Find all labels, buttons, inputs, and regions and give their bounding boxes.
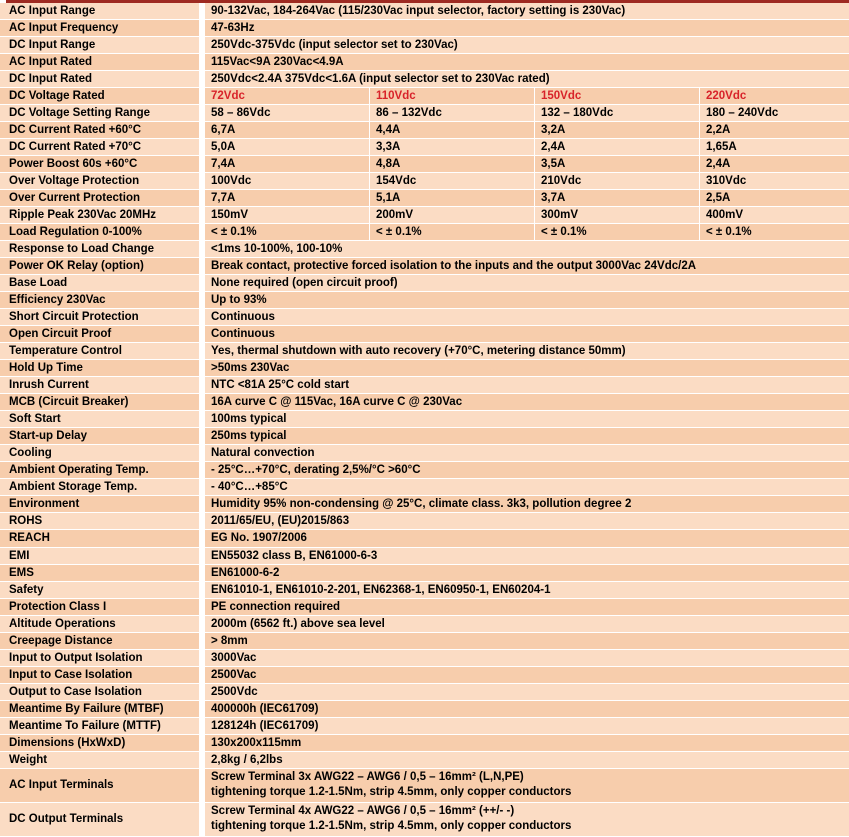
table-row bbox=[0, 207, 849, 224]
spec-label: REACH bbox=[0, 530, 205, 547]
spec-value: 1,65A bbox=[700, 139, 849, 156]
spec-value: Humidity 95% non-condensing @ 25°C, climate class. 3k3, pollution degree 2 bbox=[205, 496, 849, 513]
table-row bbox=[0, 718, 849, 735]
spec-value: 250Vdc-375Vdc (input selector set to 230Vac) bbox=[205, 37, 849, 54]
spec-label: DC Output Terminals bbox=[0, 803, 205, 837]
spec-label: Input to Output Isolation bbox=[0, 650, 205, 667]
table-row bbox=[0, 71, 849, 88]
spec-value: 3,5A bbox=[535, 156, 700, 173]
table-row bbox=[0, 122, 849, 139]
spec-value: 200mV bbox=[370, 207, 535, 224]
spec-value-highlight: 72Vdc bbox=[205, 88, 370, 105]
spec-value: <1ms 10-100%, 100-10% bbox=[205, 241, 849, 258]
spec-value: 2,2A bbox=[700, 122, 849, 139]
spec-value: 250ms typical bbox=[205, 428, 849, 445]
table-row bbox=[0, 650, 849, 667]
spec-value-highlight: 110Vdc bbox=[370, 88, 535, 105]
table-row bbox=[0, 803, 849, 837]
table-row bbox=[0, 445, 849, 462]
spec-label: Meantime To Failure (MTTF) bbox=[0, 718, 205, 735]
spec-value: < ± 0.1% bbox=[370, 224, 535, 241]
spec-label: Response to Load Change bbox=[0, 241, 205, 258]
spec-value: 130x200x115mm bbox=[205, 735, 849, 752]
table-row bbox=[0, 513, 849, 530]
spec-value: < ± 0.1% bbox=[535, 224, 700, 241]
spec-value: >50ms 230Vac bbox=[205, 360, 849, 377]
table-row bbox=[0, 190, 849, 207]
spec-label: DC Current Rated +70°C bbox=[0, 139, 205, 156]
table-row bbox=[0, 769, 849, 803]
spec-value: 154Vdc bbox=[370, 173, 535, 190]
spec-value: 100Vdc bbox=[205, 173, 370, 190]
spec-value: 58 – 86Vdc bbox=[205, 105, 370, 122]
spec-label: Power OK Relay (option) bbox=[0, 258, 205, 275]
table-row bbox=[0, 37, 849, 54]
spec-value: 128124h (IEC61709) bbox=[205, 718, 849, 735]
table-row bbox=[0, 156, 849, 173]
spec-value: 132 – 180Vdc bbox=[535, 105, 700, 122]
spec-label: Altitude Operations bbox=[0, 616, 205, 633]
spec-label: Dimensions (HxWxD) bbox=[0, 735, 205, 752]
spec-value: Up to 93% bbox=[205, 292, 849, 309]
spec-label: Cooling bbox=[0, 445, 205, 462]
table-row bbox=[0, 667, 849, 684]
spec-value-line-1: Screw Terminal 3x AWG22 – AWG6 / 0,5 – 16mm² (L,N,PE) bbox=[211, 771, 524, 784]
spec-value-multiline bbox=[205, 769, 849, 803]
spec-value: 2,5A bbox=[700, 190, 849, 207]
spec-label: Ambient Operating Temp. bbox=[0, 462, 205, 479]
spec-value: 300mV bbox=[535, 207, 700, 224]
spec-value: 400000h (IEC61709) bbox=[205, 701, 849, 718]
spec-label: Open Circuit Proof bbox=[0, 326, 205, 343]
spec-value: 3,3A bbox=[370, 139, 535, 156]
spec-value: 2011/65/EU, (EU)2015/863 bbox=[205, 513, 849, 530]
table-row bbox=[0, 530, 849, 547]
spec-label: Power Boost 60s +60°C bbox=[0, 156, 205, 173]
spec-value: 2,8kg / 6,2lbs bbox=[205, 752, 849, 769]
spec-value: 86 – 132Vdc bbox=[370, 105, 535, 122]
table-row bbox=[0, 428, 849, 445]
spec-label: AC Input Terminals bbox=[0, 769, 205, 803]
table-row bbox=[0, 173, 849, 190]
spec-value: Continuous bbox=[205, 309, 849, 326]
spec-value: 3,2A bbox=[535, 122, 700, 139]
table-row bbox=[0, 258, 849, 275]
spec-value: 5,0A bbox=[205, 139, 370, 156]
spec-value-line-1: Screw Terminal 4x AWG22 – AWG6 / 0,5 – 16mm² (++/- -) bbox=[211, 805, 515, 818]
table-row bbox=[0, 343, 849, 360]
spec-label: DC Voltage Rated bbox=[0, 88, 205, 105]
spec-label: Weight bbox=[0, 752, 205, 769]
spec-value: 2500Vac bbox=[205, 667, 849, 684]
spec-label: ROHS bbox=[0, 513, 205, 530]
spec-label: Hold Up Time bbox=[0, 360, 205, 377]
spec-value: Yes, thermal shutdown with auto recovery (+70°C, metering distance 50mm) bbox=[205, 343, 849, 360]
table-row bbox=[0, 88, 849, 105]
spec-value-multiline bbox=[205, 803, 849, 837]
spec-label: DC Input Rated bbox=[0, 71, 205, 88]
table-row bbox=[0, 548, 849, 565]
spec-label: EMS bbox=[0, 565, 205, 582]
spec-label: AC Input Frequency bbox=[0, 20, 205, 37]
table-row bbox=[0, 462, 849, 479]
spec-label: Inrush Current bbox=[0, 377, 205, 394]
table-row bbox=[0, 20, 849, 37]
table-row bbox=[0, 224, 849, 241]
spec-label: AC Input Rated bbox=[0, 54, 205, 71]
spec-label: DC Input Range bbox=[0, 37, 205, 54]
spec-label: Over Current Protection bbox=[0, 190, 205, 207]
spec-value: 2000m (6562 ft.) above sea level bbox=[205, 616, 849, 633]
spec-value: 4,8A bbox=[370, 156, 535, 173]
spec-value: PE connection required bbox=[205, 599, 849, 616]
spec-label: AC Input Range bbox=[0, 3, 205, 20]
spec-value-line-2: tightening torque 1.2-1.5Nm, strip 4.5mm, only copper conductors bbox=[211, 820, 572, 833]
spec-label: Input to Case Isolation bbox=[0, 667, 205, 684]
table-row bbox=[0, 496, 849, 513]
table-row bbox=[0, 275, 849, 292]
spec-label: Short Circuit Protection bbox=[0, 309, 205, 326]
spec-value: < ± 0.1% bbox=[700, 224, 849, 241]
spec-label: Safety bbox=[0, 582, 205, 599]
table-row bbox=[0, 684, 849, 701]
table-row bbox=[0, 633, 849, 650]
table-row bbox=[0, 326, 849, 343]
spec-label: MCB (Circuit Breaker) bbox=[0, 394, 205, 411]
table-row bbox=[0, 479, 849, 496]
table-row bbox=[0, 582, 849, 599]
specification-table bbox=[0, 3, 849, 837]
spec-value: 310Vdc bbox=[700, 173, 849, 190]
table-row bbox=[0, 394, 849, 411]
spec-label: EMI bbox=[0, 548, 205, 565]
spec-label: Load Regulation 0-100% bbox=[0, 224, 205, 241]
table-row bbox=[0, 292, 849, 309]
spec-value: 2,4A bbox=[700, 156, 849, 173]
spec-label: Efficiency 230Vac bbox=[0, 292, 205, 309]
spec-label: Output to Case Isolation bbox=[0, 684, 205, 701]
spec-label: Temperature Control bbox=[0, 343, 205, 360]
spec-value: - 40°C…+85°C bbox=[205, 479, 849, 496]
table-row bbox=[0, 3, 849, 20]
spec-value: 3,7A bbox=[535, 190, 700, 207]
spec-value: 400mV bbox=[700, 207, 849, 224]
spec-value: 100ms typical bbox=[205, 411, 849, 428]
spec-label: Ripple Peak 230Vac 20MHz bbox=[0, 207, 205, 224]
spec-label: Base Load bbox=[0, 275, 205, 292]
table-row bbox=[0, 360, 849, 377]
spec-label: Start-up Delay bbox=[0, 428, 205, 445]
spec-value-highlight: 150Vdc bbox=[535, 88, 700, 105]
spec-value: EN61010-1, EN61010-2-201, EN62368-1, EN60950-1, EN60204-1 bbox=[205, 582, 849, 599]
spec-value: 250Vdc<2.4A 375Vdc<1.6A (input selector set to 230Vac rated) bbox=[205, 71, 849, 88]
spec-value: < ± 0.1% bbox=[205, 224, 370, 241]
spec-value: > 8mm bbox=[205, 633, 849, 650]
spec-value: 2500Vdc bbox=[205, 684, 849, 701]
spec-value: 5,1A bbox=[370, 190, 535, 207]
spec-value: 4,4A bbox=[370, 122, 535, 139]
spec-label: Environment bbox=[0, 496, 205, 513]
spec-label: Ambient Storage Temp. bbox=[0, 479, 205, 496]
spec-label: Protection Class I bbox=[0, 599, 205, 616]
table-row bbox=[0, 309, 849, 326]
spec-label: Over Voltage Protection bbox=[0, 173, 205, 190]
table-row bbox=[0, 752, 849, 769]
spec-label: DC Voltage Setting Range bbox=[0, 105, 205, 122]
spec-value: EN61000-6-2 bbox=[205, 565, 849, 582]
spec-value: 47-63Hz bbox=[205, 20, 849, 37]
table-row bbox=[0, 411, 849, 428]
spec-value: 2,4A bbox=[535, 139, 700, 156]
spec-value: 16A curve C @ 115Vac, 16A curve C @ 230Vac bbox=[205, 394, 849, 411]
spec-value: NTC <81A 25°C cold start bbox=[205, 377, 849, 394]
spec-value: 150mV bbox=[205, 207, 370, 224]
spec-value: 6,7A bbox=[205, 122, 370, 139]
spec-label: DC Current Rated +60°C bbox=[0, 122, 205, 139]
spec-value: 7,4A bbox=[205, 156, 370, 173]
table-row bbox=[0, 565, 849, 582]
spec-value: Natural convection bbox=[205, 445, 849, 462]
table-row bbox=[0, 701, 849, 718]
table-row bbox=[0, 139, 849, 156]
spec-value-line-2: tightening torque 1.2-1.5Nm, strip 4.5mm, only copper conductors bbox=[211, 786, 572, 799]
table-row bbox=[0, 54, 849, 71]
table-row bbox=[0, 616, 849, 633]
spec-value: None required (open circuit proof) bbox=[205, 275, 849, 292]
spec-value: Continuous bbox=[205, 326, 849, 343]
spec-value: 210Vdc bbox=[535, 173, 700, 190]
spec-value-highlight: 220Vdc bbox=[700, 88, 849, 105]
spec-value: EN55032 class B, EN61000-6-3 bbox=[205, 548, 849, 565]
table-row bbox=[0, 599, 849, 616]
table-row bbox=[0, 241, 849, 258]
spec-label: Meantime By Failure (MTBF) bbox=[0, 701, 205, 718]
spec-value: Break contact, protective forced isolation to the inputs and the output 3000Vac 24Vdc/2A bbox=[205, 258, 849, 275]
spec-value: 7,7A bbox=[205, 190, 370, 207]
spec-value: 90-132Vac, 184-264Vac (115/230Vac input selector, factory setting is 230Vac) bbox=[205, 3, 849, 20]
spec-value: EG No. 1907/2006 bbox=[205, 530, 849, 547]
spec-label: Creepage Distance bbox=[0, 633, 205, 650]
spec-value: 115Vac<9A 230Vac<4.9A bbox=[205, 54, 849, 71]
spec-value: 3000Vac bbox=[205, 650, 849, 667]
table-row bbox=[0, 377, 849, 394]
spec-value: - 25°C…+70°C, derating 2,5%/°C >60°C bbox=[205, 462, 849, 479]
table-row bbox=[0, 735, 849, 752]
spec-value: 180 – 240Vdc bbox=[700, 105, 849, 122]
spec-label: Soft Start bbox=[0, 411, 205, 428]
table-row bbox=[0, 105, 849, 122]
